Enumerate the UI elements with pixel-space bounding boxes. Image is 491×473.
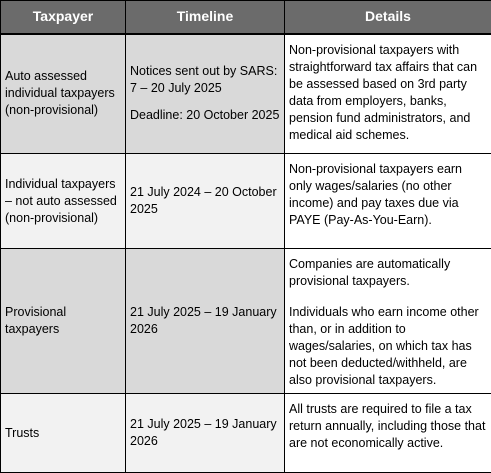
header-details: Details	[285, 1, 491, 34]
header-timeline: Timeline	[126, 1, 285, 34]
taxpayer-cell: Individual taxpayers – not auto assessed (non-provisional)	[1, 154, 126, 249]
timeline-cell: 21 July 2025 – 19 January 2026	[126, 249, 285, 394]
timeline-notices: Notices sent out by SARS: 7 – 20 July 2025	[130, 63, 280, 97]
details-text: All trusts are required to file a tax return annually, including those that are not economically active.	[289, 401, 487, 452]
details-text: Companies are automatically provisional taxpayers.	[289, 256, 487, 290]
header-taxpayer: Taxpayer	[1, 1, 126, 34]
taxpayer-cell: Trusts	[1, 394, 126, 473]
details-text: Non-provisional taxpayers earn only wages/salaries (no other income) and pay taxes due via PAYE (Pay-As-You-Earn).	[289, 161, 487, 229]
timeline-cell: 21 July 2024 – 20 October 2025	[126, 154, 285, 249]
timeline-cell	[126, 34, 285, 154]
table-row	[1, 34, 491, 154]
details-cell	[285, 394, 491, 473]
details-cell	[285, 249, 491, 394]
details-text: Non-provisional taxpayers with straightforward tax affairs that can be assessed based on 3rd party data from employers, banks, pension fund administrators, and medical aid schemes.	[289, 42, 487, 144]
taxpayer-cell: Provisional taxpayers	[1, 249, 126, 394]
timeline-cell: 21 July 2025 – 19 January 2026	[126, 394, 285, 473]
header-row	[1, 1, 491, 34]
details-text: Individuals who earn income other than, or in addition to wages/salaries, on which tax has not been deducted/withheld, are also provisional taxpayers.	[289, 304, 487, 389]
timeline-deadline: Deadline: 20 October 2025	[130, 107, 280, 124]
taxpayer-cell: Auto assessed individual taxpayers (non-provisional)	[1, 34, 126, 154]
table-row	[1, 394, 491, 473]
table-row	[1, 154, 491, 249]
details-cell	[285, 34, 491, 154]
details-cell	[285, 154, 491, 249]
table-row	[1, 249, 491, 394]
